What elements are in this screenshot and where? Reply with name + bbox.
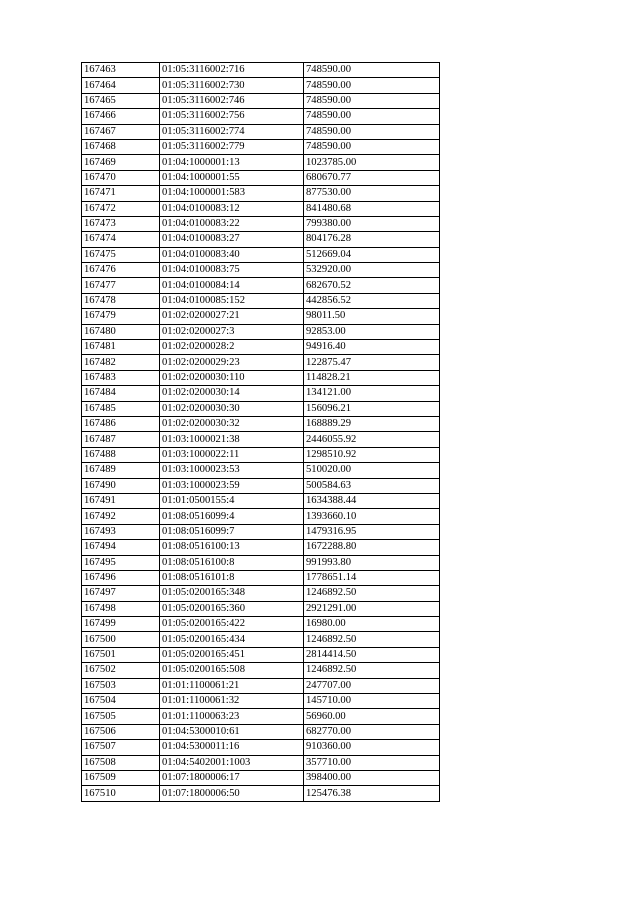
cadastral-number-cell: 01:02:0200027:3 (160, 324, 304, 339)
table-row (82, 586, 440, 601)
table-row (82, 463, 440, 478)
value-cell: 168889.29 (304, 416, 440, 431)
cadastral-number-cell: 01:05:3116002:716 (160, 63, 304, 78)
cadastral-number-cell: 01:01:1100061:21 (160, 678, 304, 693)
value-cell: 804176.28 (304, 232, 440, 247)
table-row (82, 509, 440, 524)
value-cell: 680670.77 (304, 170, 440, 185)
row-number-cell: 167497 (82, 586, 160, 601)
row-number-cell: 167510 (82, 786, 160, 801)
cadastral-number-cell: 01:02:0200030:110 (160, 370, 304, 385)
cadastral-number-cell: 01:04:0100083:27 (160, 232, 304, 247)
row-number-cell: 167509 (82, 770, 160, 785)
cadastral-number-cell: 01:05:0200165:434 (160, 632, 304, 647)
value-cell: 398400.00 (304, 770, 440, 785)
value-cell: 1393660.10 (304, 509, 440, 524)
table-row (82, 201, 440, 216)
value-cell: 682770.00 (304, 724, 440, 739)
value-cell: 1246892.50 (304, 586, 440, 601)
value-cell: 1672288.80 (304, 540, 440, 555)
value-cell: 748590.00 (304, 139, 440, 154)
row-number-cell: 167467 (82, 124, 160, 139)
cadastral-number-cell: 01:04:0100083:12 (160, 201, 304, 216)
cadastral-number-cell: 01:02:0200030:14 (160, 386, 304, 401)
cadastral-number-cell: 01:05:0200165:360 (160, 601, 304, 616)
table-row (82, 632, 440, 647)
row-number-cell: 167465 (82, 93, 160, 108)
row-number-cell: 167488 (82, 447, 160, 462)
cadastral-number-cell: 01:08:0516099:4 (160, 509, 304, 524)
row-number-cell: 167491 (82, 493, 160, 508)
table-row (82, 109, 440, 124)
table-row (82, 755, 440, 770)
table-row (82, 170, 440, 185)
table-row (82, 78, 440, 93)
cadastral-number-cell: 01:01:1100061:32 (160, 694, 304, 709)
table-row (82, 740, 440, 755)
cadastral-number-cell: 01:08:0516099:7 (160, 524, 304, 539)
value-cell: 247707.00 (304, 678, 440, 693)
row-number-cell: 167478 (82, 293, 160, 308)
table-row (82, 355, 440, 370)
cadastral-number-cell: 01:04:5300011:16 (160, 740, 304, 755)
row-number-cell: 167463 (82, 63, 160, 78)
table-row (82, 263, 440, 278)
cadastral-number-cell: 01:04:0100085:152 (160, 293, 304, 308)
table-row (82, 709, 440, 724)
cadastral-number-cell: 01:02:0200030:30 (160, 401, 304, 416)
cadastral-number-cell: 01:05:0200165:508 (160, 663, 304, 678)
table-row (82, 416, 440, 431)
cadastral-number-cell: 01:03:1000023:53 (160, 463, 304, 478)
table-row (82, 663, 440, 678)
row-number-cell: 167464 (82, 78, 160, 93)
table-row (82, 216, 440, 231)
row-number-cell: 167485 (82, 401, 160, 416)
cadastral-number-cell: 01:05:3116002:730 (160, 78, 304, 93)
table-row (82, 93, 440, 108)
value-cell: 145710.00 (304, 694, 440, 709)
value-cell: 910360.00 (304, 740, 440, 755)
row-number-cell: 167480 (82, 324, 160, 339)
value-cell: 1246892.50 (304, 663, 440, 678)
row-number-cell: 167473 (82, 216, 160, 231)
table-row (82, 540, 440, 555)
table-row (82, 247, 440, 262)
row-number-cell: 167476 (82, 263, 160, 278)
cadastral-number-cell: 01:04:1000001:13 (160, 155, 304, 170)
cadastral-number-cell: 01:04:0100083:22 (160, 216, 304, 231)
table-row (82, 309, 440, 324)
row-number-cell: 167506 (82, 724, 160, 739)
row-number-cell: 167507 (82, 740, 160, 755)
table-row (82, 601, 440, 616)
row-number-cell: 167479 (82, 309, 160, 324)
value-cell: 92853.00 (304, 324, 440, 339)
row-number-cell: 167492 (82, 509, 160, 524)
value-cell: 532920.00 (304, 263, 440, 278)
cadastral-number-cell: 01:03:1000022:11 (160, 447, 304, 462)
value-cell: 748590.00 (304, 124, 440, 139)
row-number-cell: 167484 (82, 386, 160, 401)
value-cell: 16980.00 (304, 617, 440, 632)
cadastral-number-cell: 01:03:1000023:59 (160, 478, 304, 493)
value-cell: 1298510.92 (304, 447, 440, 462)
row-number-cell: 167472 (82, 201, 160, 216)
table-row (82, 186, 440, 201)
table-row (82, 617, 440, 632)
cadastral-number-cell: 01:02:0200028:2 (160, 340, 304, 355)
row-number-cell: 167494 (82, 540, 160, 555)
cadastral-number-cell: 01:04:5300010:61 (160, 724, 304, 739)
value-cell: 500584.63 (304, 478, 440, 493)
row-number-cell: 167481 (82, 340, 160, 355)
table-row (82, 447, 440, 462)
row-number-cell: 167499 (82, 617, 160, 632)
row-number-cell: 167477 (82, 278, 160, 293)
row-number-cell: 167466 (82, 109, 160, 124)
row-number-cell: 167474 (82, 232, 160, 247)
table-row (82, 786, 440, 801)
cadastral-number-cell: 01:03:1000021:38 (160, 432, 304, 447)
value-cell: 442856.52 (304, 293, 440, 308)
cadastral-number-cell: 01:07:1800006:50 (160, 786, 304, 801)
cadastral-number-cell: 01:05:3116002:779 (160, 139, 304, 154)
cadastral-number-cell: 01:08:0516100:13 (160, 540, 304, 555)
value-cell: 1023785.00 (304, 155, 440, 170)
table-row (82, 139, 440, 154)
cadastral-number-cell: 01:04:1000001:583 (160, 186, 304, 201)
cadastral-number-cell: 01:05:0200165:422 (160, 617, 304, 632)
cadastral-number-cell: 01:07:1800006:17 (160, 770, 304, 785)
row-number-cell: 167486 (82, 416, 160, 431)
row-number-cell: 167500 (82, 632, 160, 647)
value-cell: 125476.38 (304, 786, 440, 801)
cadastral-number-cell: 01:05:0200165:451 (160, 647, 304, 662)
table-row (82, 493, 440, 508)
value-cell: 134121.00 (304, 386, 440, 401)
cadastral-number-cell: 01:08:0516100:8 (160, 555, 304, 570)
table-row (82, 724, 440, 739)
table-row (82, 324, 440, 339)
row-number-cell: 167471 (82, 186, 160, 201)
row-number-cell: 167475 (82, 247, 160, 262)
value-cell: 114828.21 (304, 370, 440, 385)
table-row (82, 63, 440, 78)
value-cell: 357710.00 (304, 755, 440, 770)
value-cell: 122875.47 (304, 355, 440, 370)
cadastral-number-cell: 01:04:0100083:75 (160, 263, 304, 278)
value-cell: 1246892.50 (304, 632, 440, 647)
row-number-cell: 167493 (82, 524, 160, 539)
row-number-cell: 167495 (82, 555, 160, 570)
value-cell: 1778651.14 (304, 570, 440, 585)
cadastral-number-cell: 01:08:0516101:8 (160, 570, 304, 585)
value-cell: 682670.52 (304, 278, 440, 293)
cadastral-number-cell: 01:02:0200030:32 (160, 416, 304, 431)
table-row (82, 770, 440, 785)
cadastral-number-cell: 01:05:3116002:746 (160, 93, 304, 108)
cadastral-number-cell: 01:04:0100084:14 (160, 278, 304, 293)
cadastral-number-cell: 01:01:1100063:23 (160, 709, 304, 724)
value-cell: 98011.50 (304, 309, 440, 324)
row-number-cell: 167498 (82, 601, 160, 616)
table-row (82, 570, 440, 585)
row-number-cell: 167483 (82, 370, 160, 385)
table-row (82, 432, 440, 447)
value-cell: 877530.00 (304, 186, 440, 201)
cadastral-number-cell: 01:01:0500155:4 (160, 493, 304, 508)
table-row (82, 155, 440, 170)
value-cell: 748590.00 (304, 93, 440, 108)
value-cell: 2921291.00 (304, 601, 440, 616)
table-row (82, 278, 440, 293)
cadastral-number-cell: 01:02:0200027:21 (160, 309, 304, 324)
cadastral-number-cell: 01:05:0200165:348 (160, 586, 304, 601)
row-number-cell: 167501 (82, 647, 160, 662)
table-row (82, 524, 440, 539)
table-row (82, 555, 440, 570)
value-cell: 56960.00 (304, 709, 440, 724)
cadastral-number-cell: 01:05:3116002:774 (160, 124, 304, 139)
row-number-cell: 167503 (82, 678, 160, 693)
value-cell: 156096.21 (304, 401, 440, 416)
value-cell: 510020.00 (304, 463, 440, 478)
table-row (82, 232, 440, 247)
row-number-cell: 167502 (82, 663, 160, 678)
value-cell: 748590.00 (304, 109, 440, 124)
row-number-cell: 167508 (82, 755, 160, 770)
table-row (82, 478, 440, 493)
row-number-cell: 167482 (82, 355, 160, 370)
cadastral-number-cell: 01:04:1000001:55 (160, 170, 304, 185)
row-number-cell: 167468 (82, 139, 160, 154)
cadastral-number-cell: 01:02:0200029:23 (160, 355, 304, 370)
table-row (82, 340, 440, 355)
table-row (82, 647, 440, 662)
row-number-cell: 167469 (82, 155, 160, 170)
row-number-cell: 167505 (82, 709, 160, 724)
table-row (82, 386, 440, 401)
row-number-cell: 167496 (82, 570, 160, 585)
row-number-cell: 167490 (82, 478, 160, 493)
table-row (82, 370, 440, 385)
table-row (82, 678, 440, 693)
value-cell: 841480.68 (304, 201, 440, 216)
row-number-cell: 167487 (82, 432, 160, 447)
table-row (82, 401, 440, 416)
table-row (82, 694, 440, 709)
value-cell: 1634388.44 (304, 493, 440, 508)
value-cell: 799380.00 (304, 216, 440, 231)
data-table (81, 62, 440, 802)
table-row (82, 124, 440, 139)
value-cell: 748590.00 (304, 63, 440, 78)
value-cell: 94916.40 (304, 340, 440, 355)
row-number-cell: 167504 (82, 694, 160, 709)
value-cell: 748590.00 (304, 78, 440, 93)
value-cell: 1479316.95 (304, 524, 440, 539)
value-cell: 2814414.50 (304, 647, 440, 662)
cadastral-number-cell: 01:04:0100083:40 (160, 247, 304, 262)
row-number-cell: 167470 (82, 170, 160, 185)
table-body (82, 63, 440, 802)
cadastral-number-cell: 01:04:5402001:1003 (160, 755, 304, 770)
value-cell: 2446055.92 (304, 432, 440, 447)
cadastral-number-cell: 01:05:3116002:756 (160, 109, 304, 124)
value-cell: 512669.04 (304, 247, 440, 262)
table-row (82, 293, 440, 308)
value-cell: 991993.80 (304, 555, 440, 570)
row-number-cell: 167489 (82, 463, 160, 478)
